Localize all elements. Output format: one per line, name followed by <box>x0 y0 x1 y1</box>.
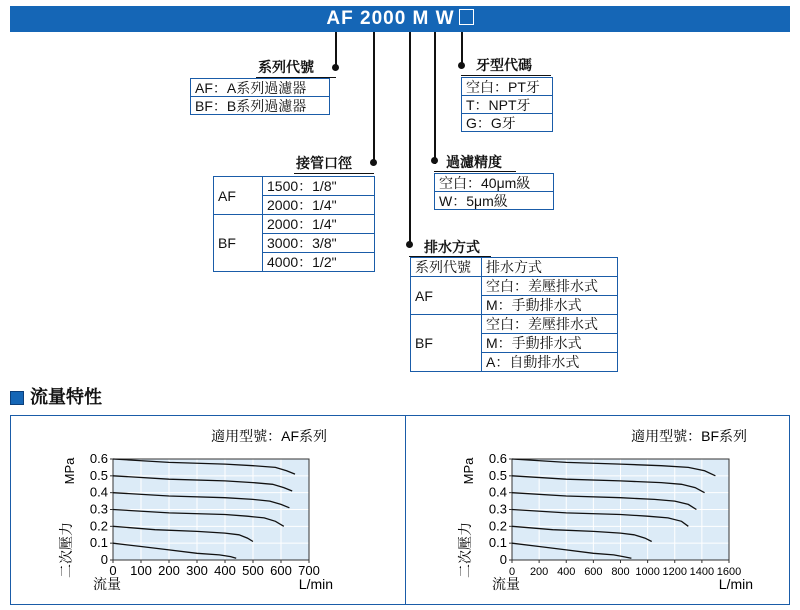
y-tick-label: 0.2 <box>488 518 507 534</box>
connector-series <box>335 32 337 68</box>
x-tick-label: 1000 <box>635 566 660 578</box>
filtration-row: 空白：40μm級 <box>434 173 554 192</box>
drain-type-cell: 空白：差壓排水式 <box>482 315 618 334</box>
connector-filtration <box>434 32 436 164</box>
drain-type-cell: A：自動排水式 <box>482 353 618 372</box>
connector-dot-thread <box>458 62 465 69</box>
drain-col-header: 排水方式 <box>482 258 618 277</box>
connector-drain <box>409 32 411 246</box>
port-series-cell: AF <box>214 177 263 215</box>
y-tick-label: 0.6 <box>89 451 108 466</box>
model-code: AF 2000 M W <box>326 8 455 29</box>
x-tick-label: 200 <box>529 566 549 578</box>
series-code-row: AF：A系列過濾器 <box>190 78 330 97</box>
x-axis-label: 流量 <box>492 576 520 592</box>
y-tick-label: 0.3 <box>89 501 108 517</box>
y-tick-label: 0.1 <box>89 535 108 551</box>
port-size-cell: 2000：1/4" <box>263 215 375 234</box>
thread-type-header: 牙型代碼 <box>476 57 532 73</box>
port-size-cell: 4000：1/2" <box>263 253 375 272</box>
y-tick-label: 0.4 <box>488 484 507 500</box>
connector-dot-filtration <box>431 157 438 164</box>
y-tick-label: 0.5 <box>89 467 108 483</box>
drain-series-cell: BF <box>411 315 482 372</box>
section-bullet-icon <box>10 391 24 405</box>
y-tick-label: 0.6 <box>488 451 507 466</box>
port-size-cell: 3000：3/8" <box>263 234 375 253</box>
thread-type-row: 空白：PT牙 <box>461 77 553 96</box>
af-flow-chart <box>10 415 405 605</box>
drain-header: 排水方式 <box>424 239 480 255</box>
y-axis-unit: MPa <box>461 457 476 485</box>
thread-type-underline <box>461 75 551 76</box>
connector-dot-drain <box>406 241 413 248</box>
drain-col-header: 系列代號 <box>411 258 482 277</box>
connector-dot-port <box>370 159 377 166</box>
x-axis-label: 流量 <box>93 576 121 592</box>
y-tick-label: 0.1 <box>488 535 507 551</box>
series-code-header: 系列代號 <box>258 59 314 75</box>
x-tick-label: 200 <box>158 563 180 578</box>
port-size-underline <box>294 173 374 174</box>
x-tick-label: 1400 <box>689 566 715 578</box>
x-axis-unit: L/min <box>298 576 333 592</box>
y-tick-label: 0 <box>100 552 108 567</box>
port-size-table <box>213 176 375 272</box>
x-tick-label: 700 <box>298 563 320 578</box>
y-tick-label: 0.2 <box>89 518 108 534</box>
thread-type-row: G：G牙 <box>461 113 553 132</box>
drain-table <box>410 257 618 372</box>
y-tick-label: 0.4 <box>89 484 108 500</box>
y-axis-unit: MPa <box>62 457 77 485</box>
x-tick-label: 600 <box>270 563 292 578</box>
x-tick-label: 400 <box>214 563 236 578</box>
y-axis-label: 二次壓力 <box>58 522 74 578</box>
chart-title: 適用型號：AF系列 <box>211 428 327 444</box>
port-size-cell: 1500：1/8" <box>263 177 375 196</box>
flow-section-title: 流量特性 <box>30 387 102 407</box>
x-tick-label: 500 <box>242 563 264 578</box>
x-tick-label: 100 <box>130 563 152 578</box>
port-size-header: 接管口徑 <box>296 155 352 171</box>
filtration-underline <box>434 171 516 172</box>
x-tick-label: 1600 <box>716 566 742 578</box>
y-tick-label: 0.3 <box>488 501 507 517</box>
model-code-banner <box>10 6 790 32</box>
y-tick-label: 0.5 <box>488 467 507 483</box>
y-axis-label: 二次壓力 <box>457 522 473 578</box>
series-code-row: BF：B系列過濾器 <box>190 96 330 115</box>
filtration-row: W：5μm級 <box>434 191 554 210</box>
connector-dot-series <box>332 64 339 71</box>
x-tick-label: 0 <box>109 563 117 578</box>
option-placeholder-box <box>459 9 474 25</box>
x-tick-label: 400 <box>557 566 576 578</box>
port-size-cell: 2000：1/4" <box>263 196 375 215</box>
x-tick-label: 1200 <box>662 566 687 578</box>
drain-type-cell: 空白：差壓排水式 <box>482 277 618 296</box>
filtration-header: 過濾精度 <box>446 154 502 170</box>
drain-series-cell: AF <box>411 277 482 315</box>
x-axis-unit: L/min <box>718 576 753 592</box>
drain-type-cell: M：手動排水式 <box>482 334 618 353</box>
y-tick-label: 0 <box>499 552 507 567</box>
thread-type-row: T：NPT牙 <box>461 95 553 114</box>
port-series-cell: BF <box>214 215 263 272</box>
x-tick-label: 0 <box>508 566 516 578</box>
x-tick-label: 600 <box>584 566 603 578</box>
chart-title: 適用型號：BF系列 <box>631 428 747 444</box>
x-tick-label: 300 <box>186 563 208 578</box>
x-tick-label: 800 <box>611 566 630 578</box>
drain-type-cell: M：手動排水式 <box>482 296 618 315</box>
bf-flow-chart <box>406 415 790 605</box>
connector-port <box>373 32 375 164</box>
